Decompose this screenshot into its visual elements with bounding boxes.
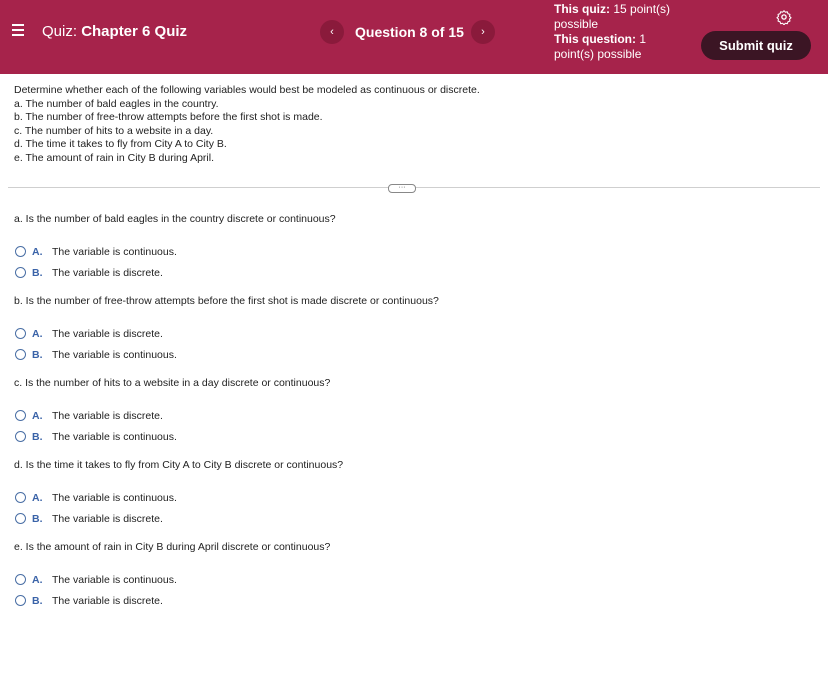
option-letter: A. — [32, 574, 43, 586]
radio-button[interactable] — [15, 595, 26, 606]
radio-button[interactable] — [15, 574, 26, 585]
intro-line: b. The number of free-throw attempts before the first shot is made. — [14, 111, 323, 123]
option-b-B[interactable] — [15, 348, 177, 362]
radio-button[interactable] — [15, 431, 26, 442]
option-e-A[interactable] — [15, 573, 177, 587]
option-text: The variable is discrete. — [52, 513, 163, 525]
option-letter: A. — [32, 328, 43, 340]
quiz-name: Chapter 6 Quiz — [81, 23, 188, 40]
quiz-points-label: This quiz: — [554, 2, 610, 16]
radio-button[interactable] — [15, 246, 26, 257]
question-intro — [14, 84, 480, 165]
question-part-d: d. Is the time it takes to fly from City A to City B discrete or continuous? — [14, 459, 344, 471]
option-letter: B. — [32, 349, 43, 361]
radio-button[interactable] — [15, 267, 26, 278]
option-c-B[interactable] — [15, 430, 177, 444]
intro-line: c. The number of hits to a website in a day. — [14, 124, 214, 137]
option-a-A[interactable] — [15, 245, 177, 259]
question-part-e: e. Is the amount of rain in City B during April discrete or continuous? — [14, 541, 331, 553]
question-part-a: a. Is the number of bald eagles in the country discrete or continuous? — [14, 213, 336, 225]
option-letter: A. — [32, 246, 43, 258]
question-points-label: This question: — [554, 32, 636, 46]
radio-button[interactable] — [15, 349, 26, 360]
question-part-c: c. Is the number of hits to a website in a day discrete or continuous? — [14, 377, 331, 389]
radio-button[interactable] — [15, 328, 26, 339]
option-text: The variable is continuous. — [52, 492, 177, 504]
intro-line: d. The time it takes to fly from City A to City B. — [14, 138, 227, 150]
option-text: The variable is discrete. — [52, 267, 163, 279]
quiz-title-prefix: Quiz: — [42, 23, 78, 40]
chevron-right-icon[interactable]: › — [471, 20, 495, 44]
question-counter: Question 8 of 15 — [355, 24, 464, 40]
option-text: The variable is continuous. — [52, 431, 177, 443]
quiz-points-value: 15 point(s) possible — [554, 2, 671, 31]
chevron-left-icon[interactable]: ‹ — [320, 20, 344, 44]
intro-line: e. The amount of rain in City B during April. — [14, 151, 214, 164]
radio-button[interactable] — [15, 513, 26, 524]
divider-handle[interactable]: ··· — [388, 184, 416, 193]
option-d-B[interactable] — [15, 512, 163, 526]
option-b-A[interactable] — [15, 327, 163, 341]
option-text: The variable is continuous. — [52, 349, 177, 361]
option-letter: B. — [32, 267, 43, 279]
option-e-B[interactable] — [15, 594, 163, 608]
intro-line: a. The number of bald eagles in the country. — [14, 97, 219, 110]
option-d-A[interactable] — [15, 491, 177, 505]
option-text: The variable is continuous. — [52, 246, 177, 258]
intro-line: Determine whether each of the following variables would best be modeled as continuous or discrete. — [14, 84, 480, 96]
gear-icon[interactable] — [776, 9, 792, 25]
radio-button[interactable] — [15, 492, 26, 503]
option-text: The variable is discrete. — [52, 595, 163, 607]
option-letter: B. — [32, 431, 43, 443]
points-info — [554, 2, 684, 62]
option-text: The variable is discrete. — [52, 328, 163, 340]
menu-icon[interactable] — [12, 24, 24, 38]
quiz-title — [42, 23, 187, 40]
option-text: The variable is continuous. — [52, 574, 177, 586]
option-a-B[interactable] — [15, 266, 163, 280]
submit-quiz-button[interactable]: Submit quiz — [701, 31, 811, 60]
question-points-value: 1 point(s) possible — [554, 32, 647, 61]
option-text: The variable is discrete. — [52, 410, 163, 422]
quiz-header — [0, 0, 828, 74]
option-c-A[interactable] — [15, 409, 163, 423]
option-letter: A. — [32, 492, 43, 504]
option-letter: A. — [32, 410, 43, 422]
option-letter: B. — [32, 513, 43, 525]
question-part-b: b. Is the number of free-throw attempts before the first shot is made discrete or continuous? — [14, 295, 439, 307]
radio-button[interactable] — [15, 410, 26, 421]
option-letter: B. — [32, 595, 43, 607]
